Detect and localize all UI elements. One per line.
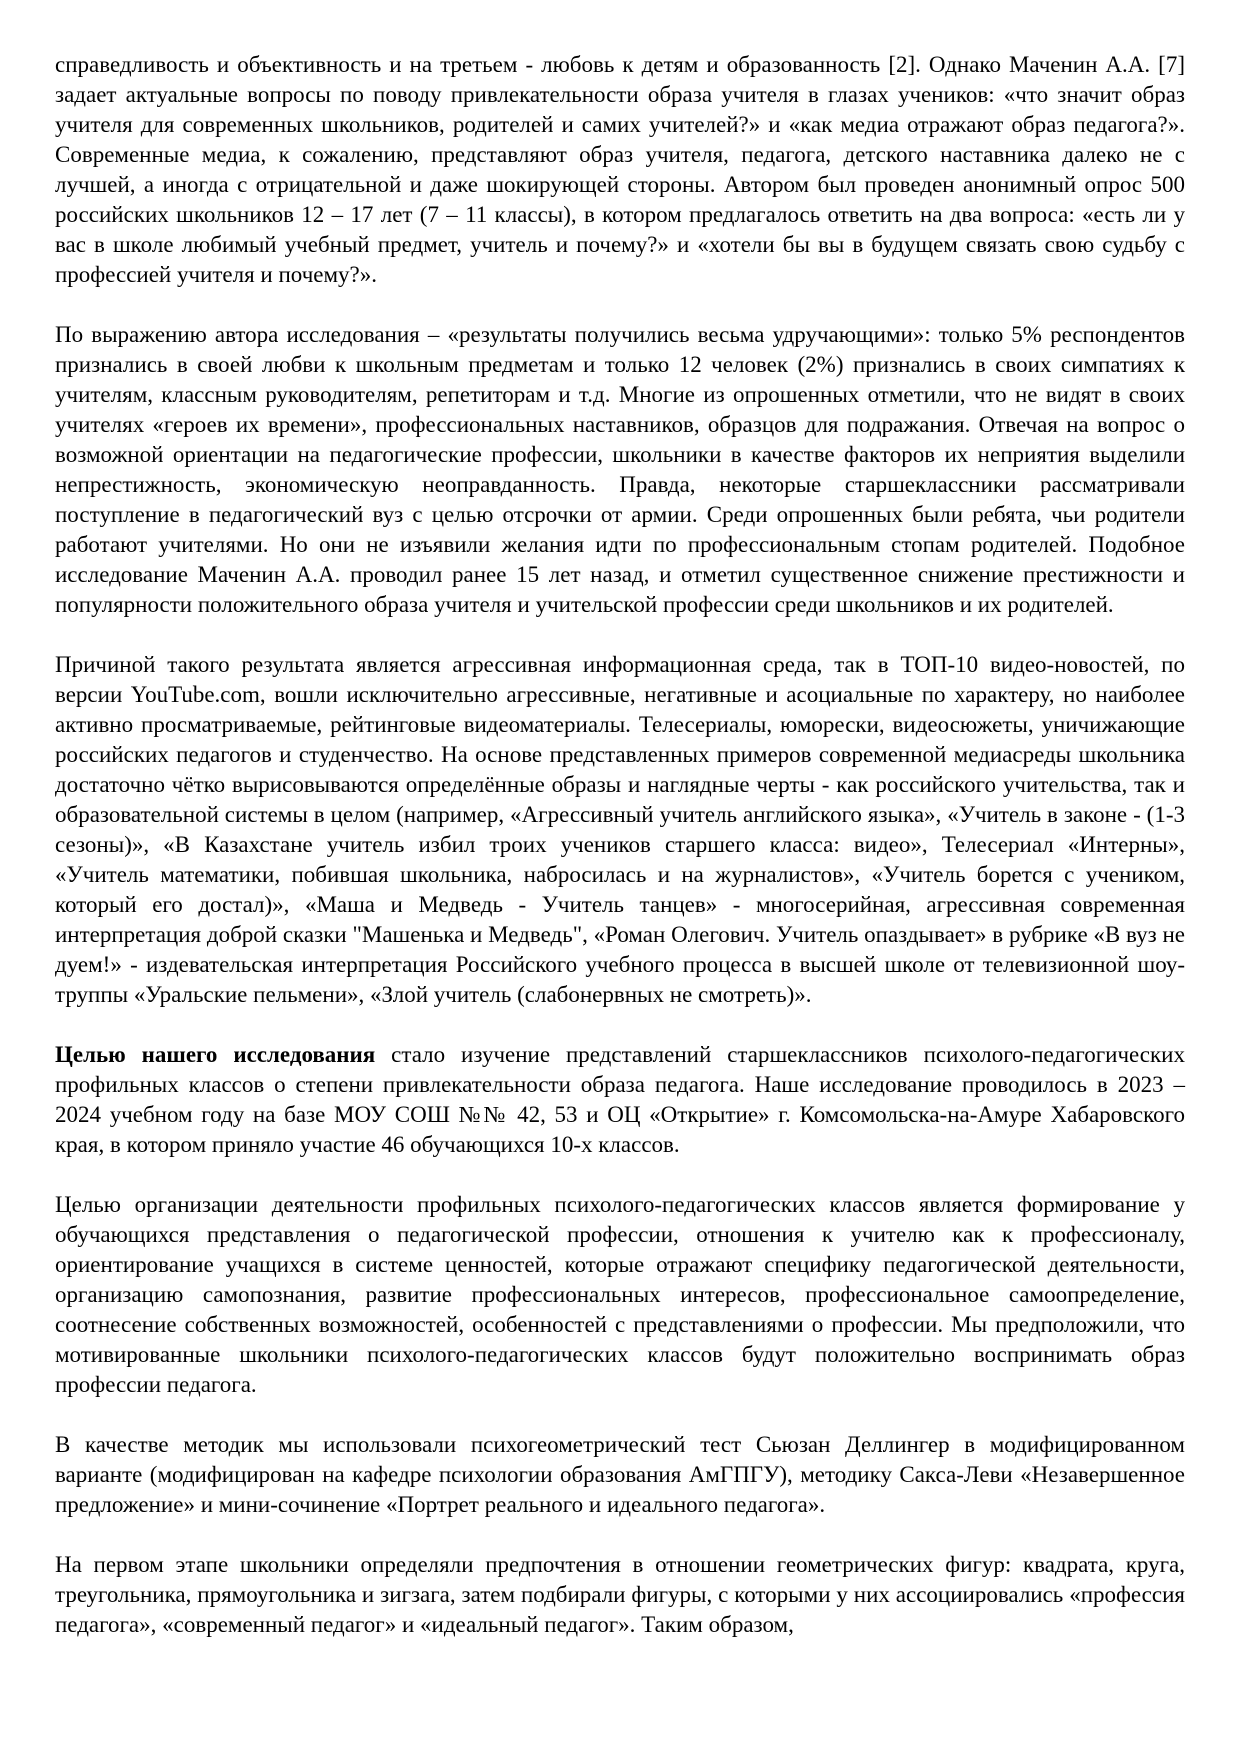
paragraph-7 bbox=[55, 1550, 1185, 1640]
paragraph-1-text: справедливость и объективность и на третьем - любовь к детям и образованность [2]. Однако Маченин А.А. [7] задает актуальные вопросы по поводу привлекательности образа учителя в глазах учеников: «что значит образ учителя для современных школьников, родителей и самих учителей?» и «как медиа отражают образ педагога?». Современные медиа, к сожалению, представляют образ учителя, педагога, детского наставника далеко не с лучшей, а иногда с отрицательной и даже шокирующей стороны. Автором был проведен анонимный опрос 500 российских школьников 12 – 17 лет (7 – 11 классы), в котором предлагалось ответить на два вопроса: «есть ли у вас в школе любимый учебный предмет, учитель и почему?» и «хотели бы вы в будущем связать свою судьбу с профессией учителя и почему?». bbox=[55, 52, 1185, 287]
paragraph-4 bbox=[55, 1040, 1185, 1160]
paragraph-1 bbox=[55, 50, 1185, 290]
paragraph-4-bold-lead: Целью нашего исследования bbox=[55, 1042, 376, 1067]
paragraph-5-text: Целью организации деятельности профильных психолого-педагогических классов является формирование у обучающихся представления о педагогической профессии, отношения к учителю как к профессионалу, ориентирование учащихся в системе ценностей, которые отражают специфику педагогической деятельности, организацию самопознания, развитие профессиональных интересов, профессиональное самоопределение, соотнесение собственных возможностей, особенностей с представлениями о профессии. Мы предположили, что мотивированные школьники психолого-педагогических классов будут положительно воспринимать образ профессии педагога. bbox=[55, 1192, 1185, 1397]
paragraph-6-text: В качестве методик мы использовали психогеометрический тест Сьюзан Деллингер в модифицированном варианте (модифицирован на кафедре психологии образования АмГПГУ), методику Сакса-Леви «Незавершенное предложение» и мини-сочинение «Портрет реального и идеального педагога». bbox=[55, 1432, 1185, 1517]
paragraph-3-text: Причиной такого результата является агрессивная информационная среда, так в ТОП-10 видео-новостей, по версии YouTube.com, вошли исключительно агрессивные, негативные и асоциальные по характеру, но наиболее активно просматриваемые, рейтинговые видеоматериалы. Телесериалы, юморески, видеосюжеты, уничижающие российских педагогов и студенчество. На основе представленных примеров современной медиасреды школьника достаточно чётко вырисовываются определённые образы и наглядные черты - как российского учительства, так и образовательной системы в целом (например, «Агрессивный учитель английского языка», «Учитель в законе - (1-3 сезоны)», «В Казахстане учитель избил троих учеников старшего класса: видео», Телесериал «Интерны», «Учитель математики, побившая школьника, набросилась и на журналистов», «Учитель борется с учеником, который его достал)», «Маша и Медведь - Учитель танцев» - многосерийная, агрессивная современная интерпретация доброй сказки "Машенька и Медведь", «Роман Олегович. Учитель опаздывает» в рубрике «В вуз не дуем!» - издевательская интерпретация Российского учебного процесса в высшей школе от телевизионной шоу-труппы «Уральские пельмени», «Злой учитель (слабонервных не смотреть)». bbox=[55, 652, 1185, 1007]
paragraph-6 bbox=[55, 1430, 1185, 1520]
paragraph-2 bbox=[55, 320, 1185, 620]
paragraph-3 bbox=[55, 650, 1185, 1010]
paragraph-7-text: На первом этапе школьники определяли предпочтения в отношении геометрических фигур: квадрата, круга, треугольника, прямоугольника и зигзага, затем подбирали фигуры, с которыми у них ассоциировались «профессия педагога», «современный педагог» и «идеальный педагог». Таким образом, bbox=[55, 1552, 1185, 1637]
paragraph-2-text: По выражению автора исследования – «результаты получились весьма удручающими»: только 5% респондентов признались в своей любви к школьным предметам и только 12 человек (2%) признались в своих симпатиях к учителям, классным руководителям, репетиторам и т.д. Многие из опрошенных отметили, что не видят в своих учителях «героев их времени», профессиональных наставников, образцов для подражания. Отвечая на вопрос о возможной ориентации на педагогические профессии, школьники в качестве факторов их неприятия выделили непрестижность, экономическую неоправданность. Правда, некоторые старшеклассники рассматривали поступление в педагогический вуз с целью отсрочки от армии. Среди опрошенных были ребята, чьи родители работают учителями. Но они не изъявили желания идти по профессиональным стопам родителей. Подобное исследование Маченин А.А. проводил ранее 15 лет назад, и отметил существенное снижение престижности и популярности положительного образа учителя и учительской профессии среди школьников и их родителей. bbox=[55, 322, 1185, 617]
paragraph-5 bbox=[55, 1190, 1185, 1400]
paragraph-4-text: стало изучение представлений старшеклассников психолого-педагогических профильных классов о степени привлекательности образа педагога. Наше исследование проводилось в 2023 – 2024 учебном году на базе МОУ СОШ №№ 42, 53 и ОЦ «Открытие» г. Комсомольска-на-Амуре Хабаровского края, в котором приняло участие 46 обучающихся 10-х классов. bbox=[55, 1042, 1185, 1157]
